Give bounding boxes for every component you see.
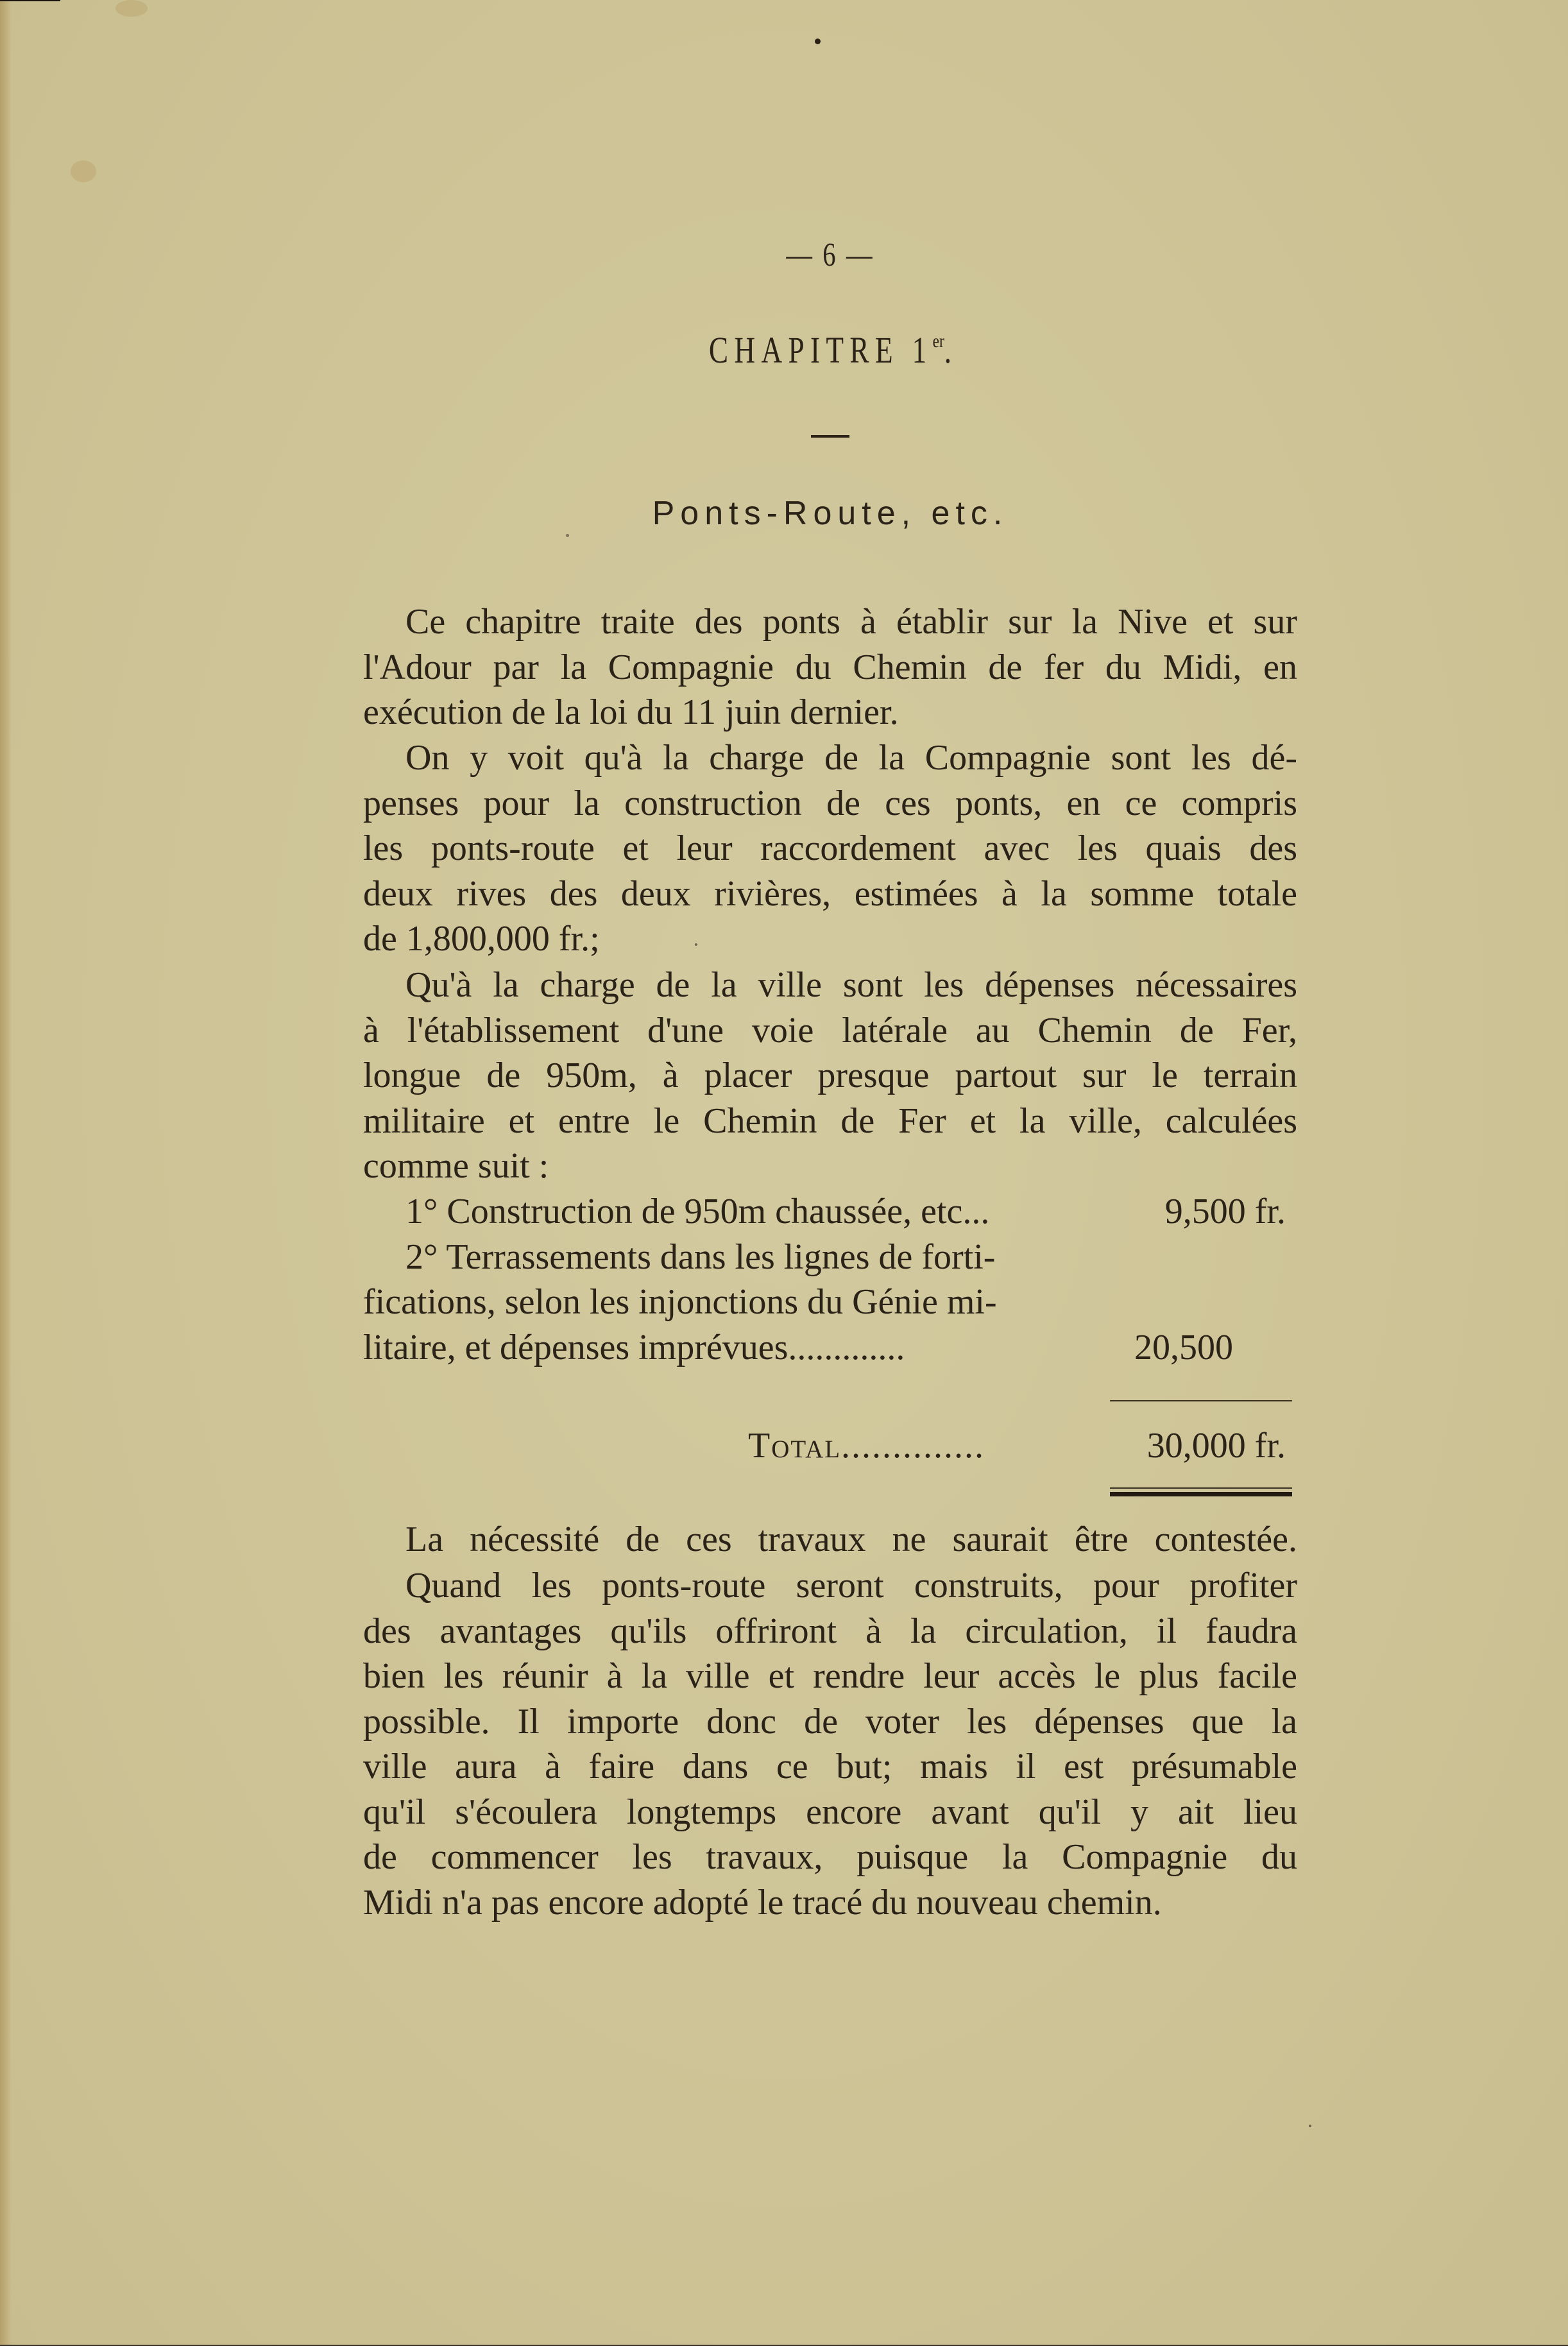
total-double-rule-thin	[1110, 1487, 1292, 1489]
paragraph	[363, 1517, 1297, 1563]
text-line: longue de 950m, à placer presque partout sur le terrain	[363, 1056, 1297, 1095]
cost-item-label: 1° Construction de 950m chaussée, etc...	[405, 1192, 990, 1231]
text-line: de 1,800,000 fr.;	[363, 919, 600, 959]
total-double-rule-thick	[1110, 1492, 1292, 1496]
chapter-word: CHAPITRE 1	[708, 329, 933, 371]
text-line: ville aura à faire dans ce but; mais il est présumable	[363, 1747, 1297, 1786]
section-title: Ponts-Route, etc.	[652, 495, 1009, 532]
text-line: de commencer les travaux, puisque la Compagnie du	[363, 1837, 1297, 1877]
paragraph	[363, 735, 1297, 962]
text-line: des avantages qu'ils offriront à la circulation, il faudra	[363, 1611, 1297, 1651]
total-line	[363, 1423, 1297, 1469]
total-label: Total..............	[748, 1426, 985, 1466]
text-line: Midi n'a pas encore adopté le tracé du nouveau chemin.	[363, 1882, 1162, 1922]
cost-table	[363, 1189, 1297, 1370]
cost-item-1	[363, 1189, 1297, 1235]
total-amount: 30,000 fr.	[1146, 1426, 1286, 1466]
text-line: militaire et entre le Chemin de Fer et la ville, calculées	[363, 1100, 1297, 1141]
cost-item-label: fications, selon les injonctions du Génie mi-	[363, 1282, 997, 1322]
paragraph	[363, 963, 1297, 1189]
cost-item-2-continued	[363, 1325, 1297, 1371]
cost-item-amount: 20,500	[1134, 1327, 1233, 1367]
total-row	[363, 1423, 1297, 1469]
cost-item-2-continued	[363, 1280, 1297, 1325]
text-line: qu'il s'écoulera longtemps encore avant qu'il y ait lieu	[363, 1792, 1297, 1832]
chapter-heading	[466, 329, 1195, 372]
page-number: — 6 —	[786, 237, 874, 273]
text-line: penses pour la construction de ces ponts, en ce compris	[363, 783, 1297, 823]
text-line: La nécessité de ces travaux ne saurait être contestée.	[405, 1520, 1297, 1559]
heading-rule	[811, 435, 849, 438]
cost-item-amount: 9,500 fr.	[1164, 1192, 1286, 1231]
paper-stain	[71, 160, 96, 182]
text-line: Quand les ponts-route seront construits, pour profiter	[405, 1566, 1297, 1605]
text-line: possible. Il importe donc de voter les dépenses que la	[363, 1701, 1297, 1742]
text-line: bien les réunir à la ville et rendre leur accès le plus facile	[363, 1656, 1297, 1696]
cost-item-label: litaire, et dépenses imprévues.............	[363, 1327, 905, 1367]
text-line: Ce chapitre traite des ponts à établir sur la Nive et sur	[405, 602, 1297, 642]
paragraph	[363, 1563, 1297, 1925]
text-line: On y voit qu'à la charge de la Compagnie sont les dé-	[405, 738, 1297, 778]
text-line: deux rives des deux rivières, estimées à la somme totale	[363, 873, 1297, 914]
text-line: exécution de la loi du 11 juin dernier.	[363, 692, 899, 732]
text-line: Qu'à la charge de la ville sont les dépenses nécessaires	[405, 965, 1297, 1005]
sum-rule	[1110, 1400, 1292, 1401]
ink-speck	[1309, 2125, 1311, 2127]
binding-edge	[0, 0, 12, 2346]
ink-speck	[815, 39, 821, 44]
text-line: comme suit :	[363, 1146, 549, 1186]
chapter-ordinal-suffix: er	[932, 330, 944, 352]
cost-item-label: 2° Terrassements dans les lignes de forti-	[405, 1237, 996, 1277]
text-line: les ponts-route et leur raccordement avec les quais des	[363, 828, 1297, 868]
ink-speck	[566, 534, 569, 537]
cost-item-2	[363, 1235, 1297, 1280]
text-line: à l'établissement d'une voie latérale au Chemin de Fer,	[363, 1010, 1297, 1050]
paragraph	[363, 599, 1297, 735]
text-line: l'Adour par la Compagnie du Chemin de fer du Midi, en	[363, 647, 1297, 687]
paper-stain	[115, 0, 148, 17]
chapter-period: .	[944, 329, 952, 371]
scan-border-top	[0, 0, 60, 1]
